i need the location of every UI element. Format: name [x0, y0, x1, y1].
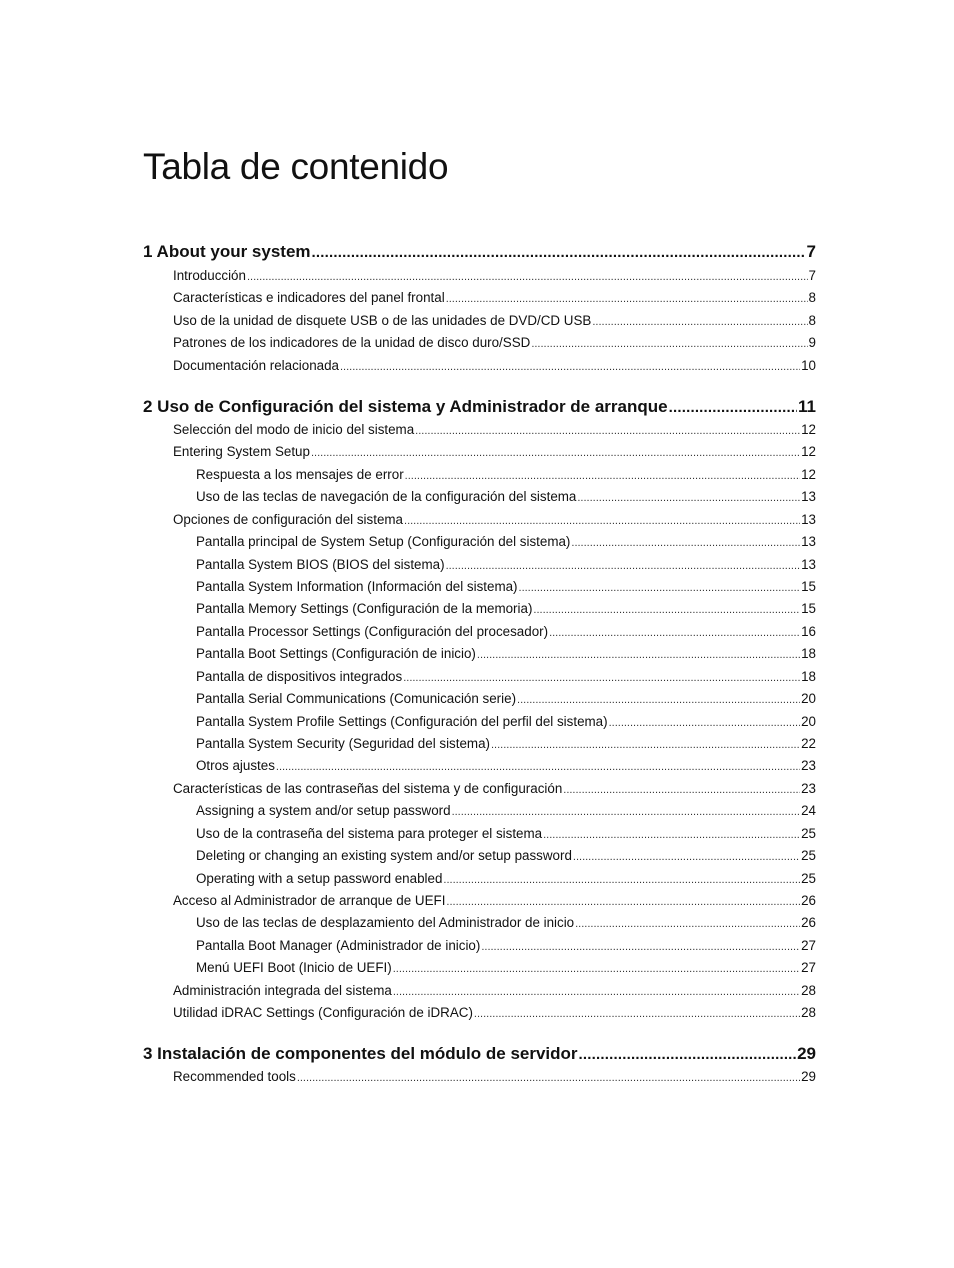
- toc-entry-label: Pantalla Serial Communications (Comunicación serie): [196, 691, 517, 706]
- toc-section-entry[interactable]: [196, 848, 816, 866]
- toc-entry-label: Pantalla System BIOS (BIOS del sistema): [196, 557, 445, 572]
- toc-page-number: 28: [801, 1005, 816, 1020]
- toc-section-entry[interactable]: [196, 467, 816, 485]
- toc-dot-leader: [276, 761, 800, 773]
- toc-page-number: 13: [801, 534, 816, 549]
- toc-entry-label: Menú UEFI Boot (Inicio de UEFI): [196, 960, 392, 975]
- toc-dot-leader: [563, 784, 800, 796]
- toc-page-number: 29: [801, 1069, 816, 1084]
- toc-section-entry[interactable]: [196, 960, 816, 978]
- toc-dot-leader: [404, 515, 800, 527]
- toc-section-entry[interactable]: [173, 313, 816, 331]
- toc-entry-label: Introducción: [173, 268, 246, 283]
- toc-page-number: 29: [797, 1044, 816, 1063]
- toc-page-number: 10: [801, 358, 816, 373]
- toc-section-entry[interactable]: [173, 512, 816, 530]
- toc-section-entry[interactable]: [173, 444, 816, 462]
- toc-page-number: 9: [808, 335, 816, 350]
- toc-page-number: 8: [808, 290, 816, 305]
- toc-dot-leader: [609, 717, 801, 729]
- toc-dot-leader: [477, 649, 800, 661]
- toc-entry-label: Características de las contraseñas del sistema y de configuración: [173, 781, 563, 796]
- toc-entry-label: 1 About your system: [143, 242, 311, 261]
- toc-section-entry[interactable]: [196, 803, 816, 821]
- toc-page-number: 12: [801, 422, 816, 437]
- toc-entry-label: Selección del modo de inicio del sistema: [173, 422, 415, 437]
- toc-page-number: 20: [801, 714, 816, 729]
- toc-dot-leader: [446, 896, 800, 908]
- toc-dot-leader: [579, 1046, 797, 1063]
- toc-page-number: 11: [798, 397, 816, 416]
- toc-entry-label: 2 Uso de Configuración del sistema y Administrador de arranque: [143, 397, 668, 416]
- toc-entry-label: Pantalla System Information (Información del sistema): [196, 579, 518, 594]
- toc-section-entry[interactable]: [173, 335, 816, 353]
- toc-section-entry[interactable]: [196, 669, 816, 687]
- toc-entry-label: Características e indicadores del panel frontal: [173, 290, 445, 305]
- toc-entry-label: Administración integrada del sistema: [173, 983, 392, 998]
- toc-entry-label: Pantalla Processor Settings (Configuración del procesador): [196, 624, 549, 639]
- toc-dot-leader: [311, 447, 800, 459]
- toc-dot-leader: [405, 470, 800, 482]
- toc-entry-label: Entering System Setup: [173, 444, 310, 459]
- toc-page-number: 15: [801, 601, 816, 616]
- toc-entry-label: Pantalla Boot Settings (Configuración de inicio): [196, 646, 476, 661]
- toc-dot-leader: [474, 1008, 800, 1020]
- toc-section-entry[interactable]: [196, 489, 816, 507]
- toc-section-entry[interactable]: [173, 983, 816, 1001]
- toc-dot-leader: [533, 604, 800, 616]
- toc-page-number: 27: [801, 938, 816, 953]
- toc-page-number: 23: [801, 758, 816, 773]
- toc-dot-leader: [297, 1072, 800, 1084]
- toc-section-entry[interactable]: [196, 624, 816, 642]
- toc-dot-leader: [247, 271, 808, 283]
- toc-section-entry[interactable]: [173, 422, 816, 440]
- toc-entry-label: Uso de las teclas de desplazamiento del Administrador de inicio: [196, 915, 575, 930]
- toc-dot-leader: [312, 244, 806, 261]
- toc-section-entry[interactable]: [173, 268, 816, 286]
- toc-entry-label: Uso de la contraseña del sistema para proteger el sistema: [196, 826, 543, 841]
- toc-page-number: 7: [806, 242, 816, 261]
- toc-page-number: 13: [801, 489, 816, 504]
- toc-dot-leader: [571, 537, 800, 549]
- toc-section-entry[interactable]: [196, 938, 816, 956]
- toc-page-number: 15: [801, 579, 816, 594]
- toc-page-number: 18: [801, 669, 816, 684]
- toc-dot-leader: [446, 293, 808, 305]
- toc-section-entry[interactable]: [196, 601, 816, 619]
- toc-page-number: 24: [801, 803, 816, 818]
- toc-section-entry[interactable]: [196, 691, 816, 709]
- toc-section-entry[interactable]: [173, 1005, 816, 1023]
- toc-dot-leader: [403, 672, 800, 684]
- toc-section-entry[interactable]: [196, 579, 816, 597]
- toc-section-entry[interactable]: [196, 915, 816, 933]
- toc-dot-leader: [446, 560, 801, 572]
- toc-chapter-entry[interactable]: [143, 397, 816, 419]
- toc-entry-label: Deleting or changing an existing system and/or setup password: [196, 848, 572, 863]
- toc-page-number: 16: [801, 624, 816, 639]
- toc-page-number: 25: [801, 848, 816, 863]
- toc-page-number: 27: [801, 960, 816, 975]
- toc-dot-leader: [573, 851, 800, 863]
- toc-page-number: 23: [801, 781, 816, 796]
- toc-dot-leader: [669, 399, 797, 416]
- toc-section-entry[interactable]: [196, 871, 816, 889]
- toc-entry-label: Pantalla principal de System Setup (Configuración del sistema): [196, 534, 571, 549]
- toc-section-entry[interactable]: [196, 534, 816, 552]
- toc-entry-label: Uso de las teclas de navegación de la configuración del sistema: [196, 489, 577, 504]
- toc-dot-leader: [443, 874, 800, 886]
- toc-page-number: 28: [801, 983, 816, 998]
- toc-dot-leader: [481, 941, 800, 953]
- toc-page-number: 12: [801, 444, 816, 459]
- toc-entry-label: Pantalla Boot Manager (Administrador de inicio): [196, 938, 481, 953]
- toc-page-number: 25: [801, 826, 816, 841]
- toc-page-number: 8: [808, 313, 816, 328]
- toc-dot-leader: [415, 425, 800, 437]
- toc-entry-label: Documentación relacionada: [173, 358, 339, 373]
- toc-dot-leader: [517, 694, 800, 706]
- toc-section-entry[interactable]: [173, 893, 816, 911]
- toc-chapter-entry[interactable]: [143, 1044, 816, 1066]
- toc-dot-leader: [531, 338, 807, 350]
- toc-dot-leader: [549, 627, 800, 639]
- toc-section-entry[interactable]: [196, 826, 816, 844]
- toc-dot-leader: [575, 918, 800, 930]
- toc-page-number: 18: [801, 646, 816, 661]
- toc-page-number: 26: [801, 915, 816, 930]
- toc-page-number: 25: [801, 871, 816, 886]
- toc-dot-leader: [393, 986, 800, 998]
- page-title: Tabla de contenido: [143, 146, 449, 187]
- toc-section-entry[interactable]: [196, 736, 816, 754]
- toc-entry-label: 3 Instalación de componentes del módulo de servidor: [143, 1044, 578, 1063]
- toc-entry-label: Pantalla System Profile Settings (Configuración del perfil del sistema): [196, 714, 608, 729]
- toc-entry-label: Pantalla de dispositivos integrados: [196, 669, 403, 684]
- toc-dot-leader: [340, 361, 800, 373]
- toc-section-entry[interactable]: [173, 781, 816, 799]
- toc-page-number: 13: [801, 557, 816, 572]
- toc-section-entry[interactable]: [196, 646, 816, 664]
- toc-dot-leader: [452, 806, 801, 818]
- toc-entry-label: Uso de la unidad de disquete USB o de las unidades de DVD/CD USB: [173, 313, 592, 328]
- toc-section-entry[interactable]: [173, 358, 816, 376]
- toc-entry-label: Recommended tools: [173, 1069, 296, 1084]
- toc-entry-label: Operating with a setup password enabled: [196, 871, 443, 886]
- toc-page-number: 12: [801, 467, 816, 482]
- toc-entry-label: Opciones de configuración del sistema: [173, 512, 404, 527]
- toc-section-entry[interactable]: [196, 714, 816, 732]
- toc-chapter-entry[interactable]: [143, 242, 816, 264]
- toc-entry-label: Utilidad iDRAC Settings (Configuración de iDRAC): [173, 1005, 473, 1020]
- toc-dot-leader: [543, 829, 800, 841]
- toc-dot-leader: [393, 963, 800, 975]
- toc-page-number: 22: [801, 736, 816, 751]
- toc-dot-leader: [577, 492, 800, 504]
- toc-section-entry[interactable]: [196, 557, 816, 575]
- toc-entry-label: Patrones de los indicadores de la unidad de disco duro/SSD: [173, 335, 531, 350]
- toc-entry-label: Acceso al Administrador de arranque de UEFI: [173, 893, 446, 908]
- toc-entry-label: Respuesta a los mensajes de error: [196, 467, 404, 482]
- toc-entry-label: Otros ajustes: [196, 758, 275, 773]
- toc-dot-leader: [491, 739, 800, 751]
- toc-dot-leader: [519, 582, 801, 594]
- toc-page-number: 20: [801, 691, 816, 706]
- toc-entry-label: Assigning a system and/or setup password: [196, 803, 451, 818]
- toc-page-number: 7: [808, 268, 816, 283]
- toc-page-number: 13: [801, 512, 816, 527]
- toc-entry-label: Pantalla Memory Settings (Configuración de la memoria): [196, 601, 533, 616]
- toc-dot-leader: [592, 316, 807, 328]
- toc-section-entry[interactable]: [196, 758, 816, 776]
- toc-entry-label: Pantalla System Security (Seguridad del sistema): [196, 736, 490, 751]
- toc-section-entry[interactable]: [173, 1069, 816, 1087]
- toc-page-number: 26: [801, 893, 816, 908]
- toc-section-entry[interactable]: [173, 290, 816, 308]
